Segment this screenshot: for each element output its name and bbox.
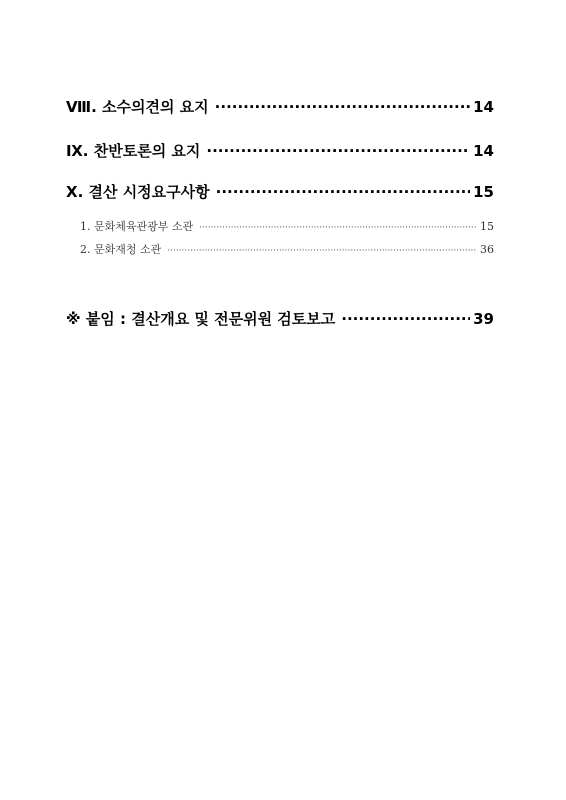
toc-page-number: 15 <box>480 220 494 233</box>
dot-leader <box>206 142 470 160</box>
toc-page-number: 36 <box>480 243 494 256</box>
toc-entry-label: Ⅷ. 소수의견의 요지 <box>66 98 209 116</box>
dot-leader <box>216 183 470 201</box>
toc-page-number: 15 <box>473 183 494 201</box>
toc-subentry-2[interactable] <box>66 241 494 257</box>
dot-leader <box>199 223 477 233</box>
toc-subentry-label: 2. 문화재청 소관 <box>80 243 162 256</box>
toc-entry-x[interactable] <box>66 181 494 202</box>
dot-leader <box>341 310 470 328</box>
toc-entry-ix[interactable] <box>66 140 494 161</box>
toc-entry-label: ※ 붙임 : 결산개요 및 전문위원 검토보고 <box>66 310 336 328</box>
toc-entry-label: Ⅸ. 찬반토론의 요지 <box>66 142 201 160</box>
toc-page-number: 14 <box>473 142 494 160</box>
dot-leader <box>215 98 470 116</box>
toc-page-number: 14 <box>473 98 494 116</box>
toc-entry-appendix[interactable] <box>66 308 494 329</box>
toc-subentry-1[interactable] <box>66 218 494 234</box>
dot-leader <box>167 246 477 256</box>
toc-page-number: 39 <box>473 310 494 328</box>
toc-entry-viii[interactable] <box>66 96 494 117</box>
toc-subentry-label: 1. 문화체육관광부 소관 <box>80 220 194 233</box>
toc-entry-label: Ⅹ. 결산 시정요구사항 <box>66 183 210 201</box>
